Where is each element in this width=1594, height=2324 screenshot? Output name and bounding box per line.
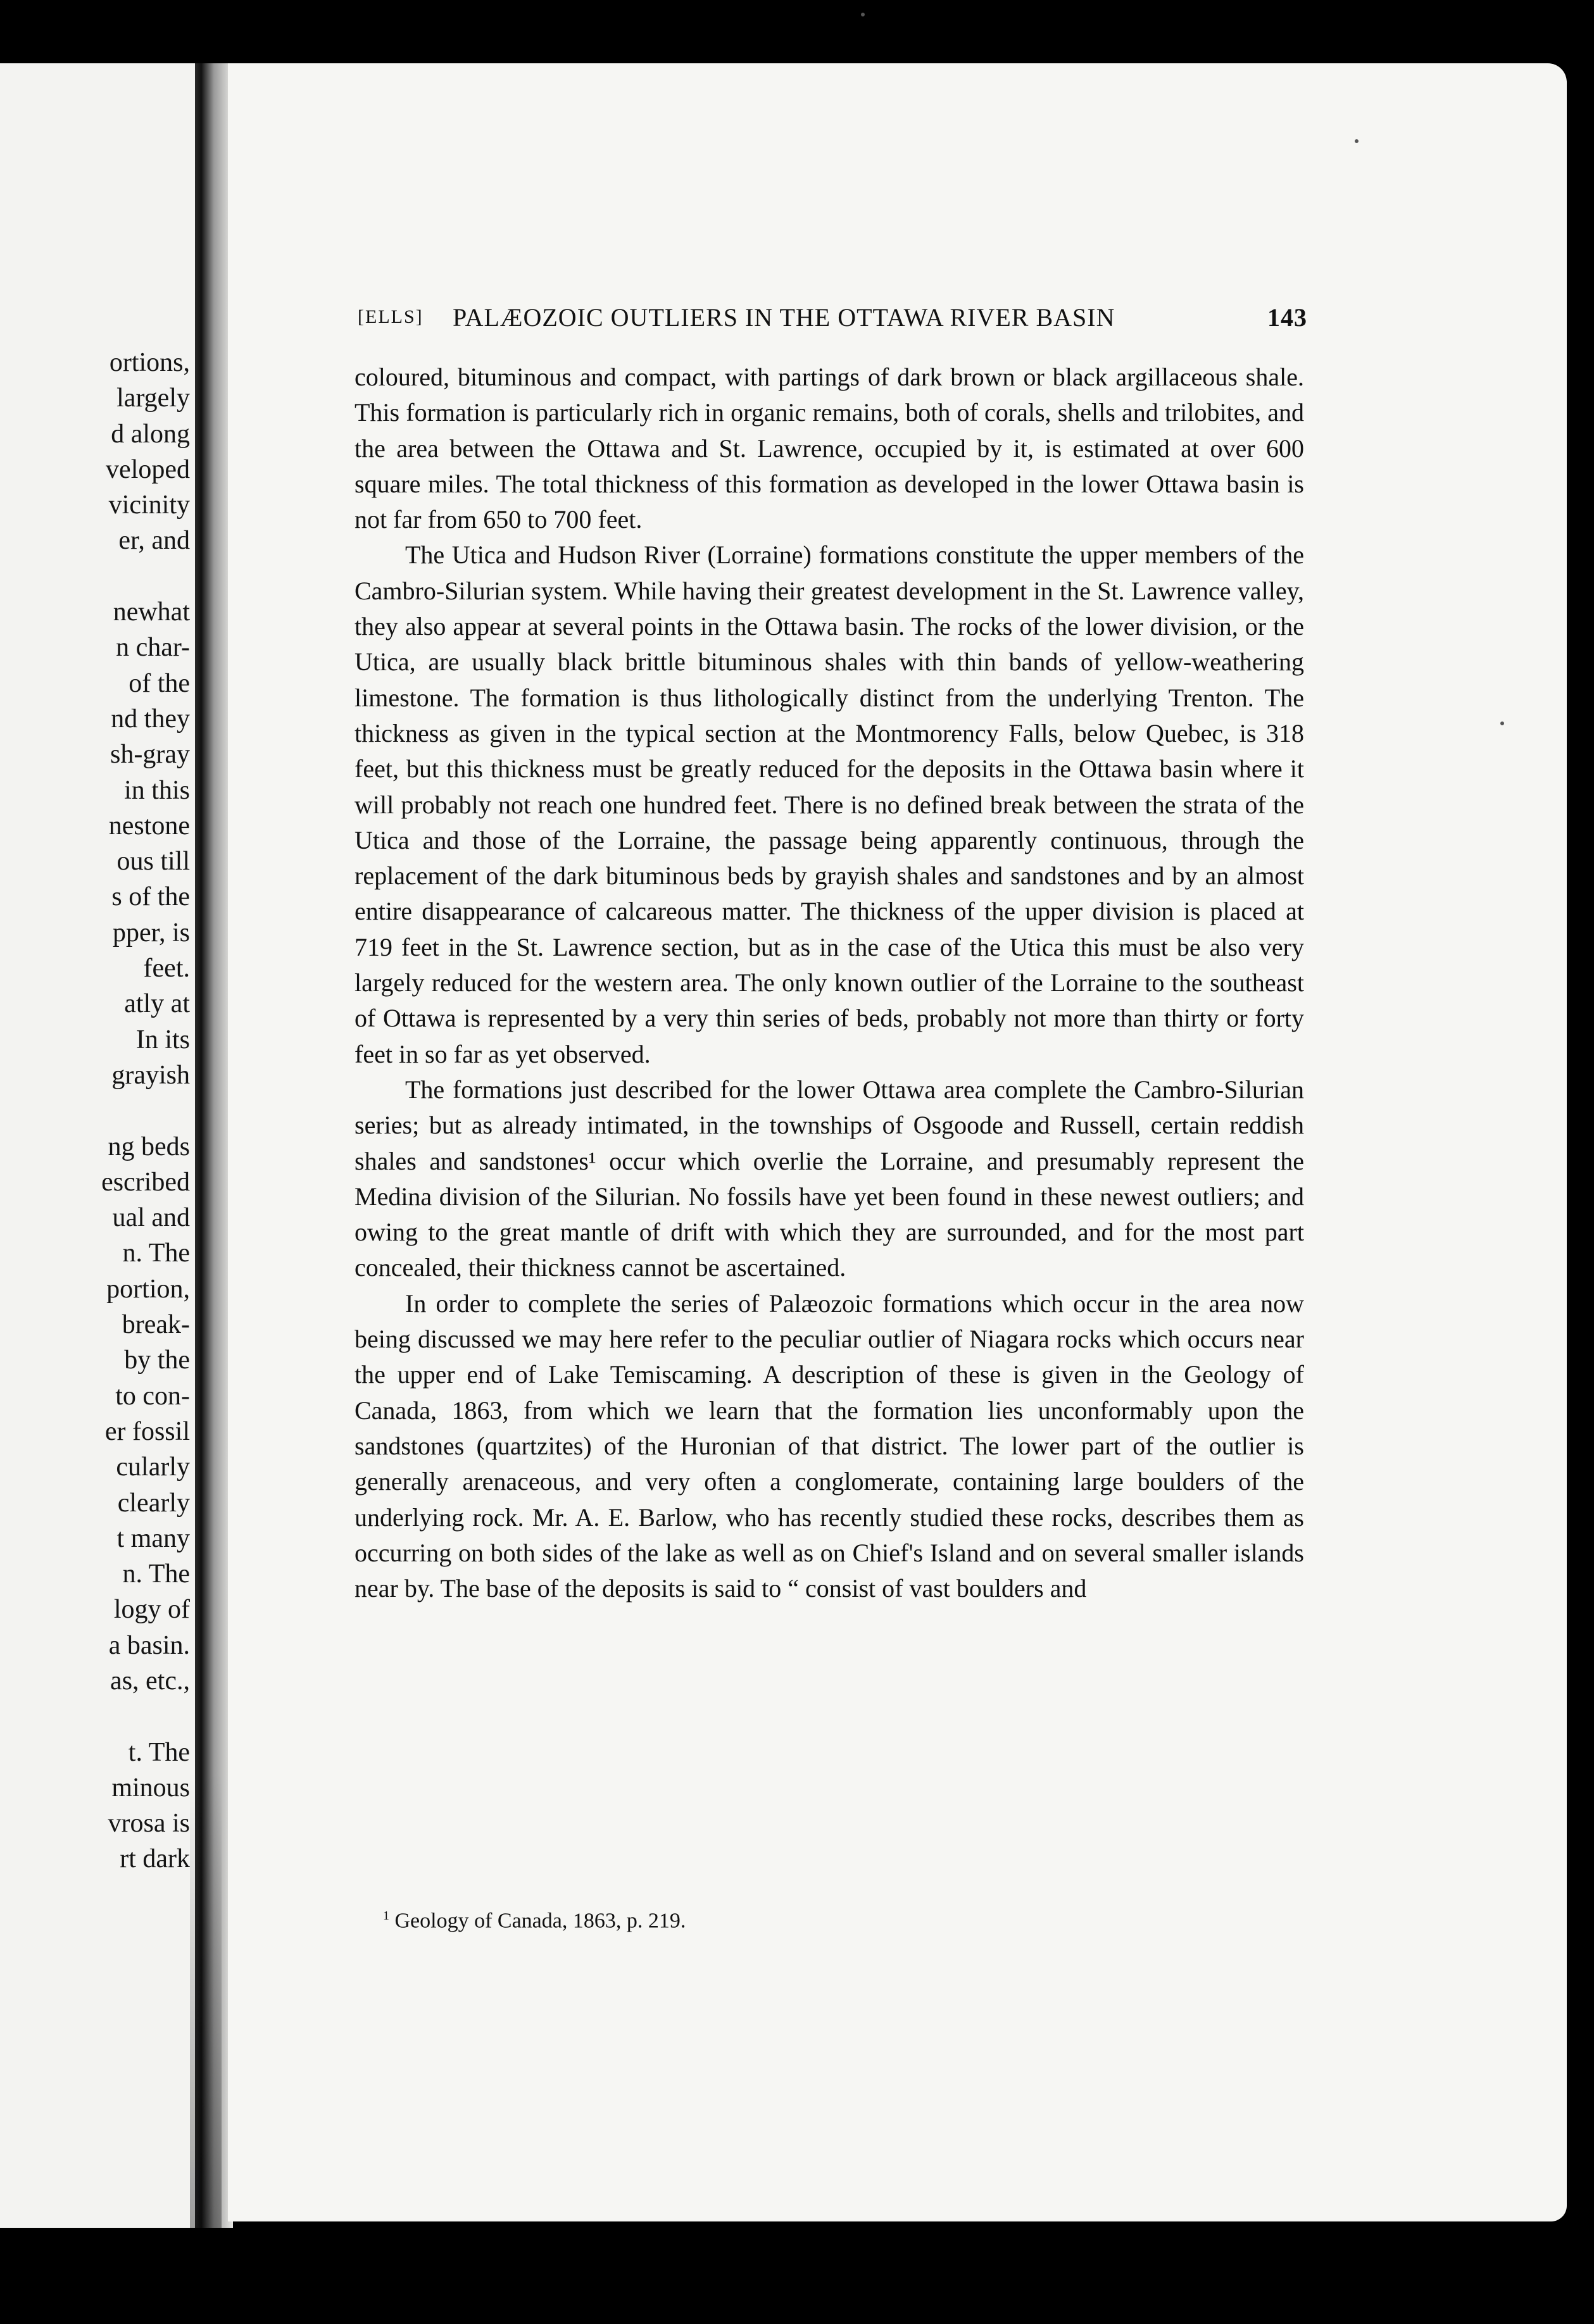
facing-page-line: ortions, xyxy=(109,348,190,377)
facing-page-line: of the xyxy=(129,668,190,698)
facing-page-line: to con- xyxy=(115,1381,190,1411)
facing-page xyxy=(0,63,201,2228)
facing-page-line: er fossil xyxy=(104,1416,190,1446)
facing-page-line: escribed xyxy=(101,1167,190,1197)
facing-page-line: clearly xyxy=(117,1488,190,1518)
paragraph: The formations just described for the lower Ottawa area complete the Cambro-Silurian series; but as already intimated, in the townships of Osgoode and Russell, certain reddish shales and sandstones¹ occur which overlie the Lorraine, and presumably represent the Medina division of the Silurian. No fossils have yet been found in these newest outliers; and owing to the great mantle of drift with which they are surrounded, and for the most part concealed, their thickness cannot be ascertained. xyxy=(355,1075,1304,1282)
speck xyxy=(1500,722,1504,725)
facing-page-line: n. The xyxy=(122,1559,190,1589)
facing-page-line xyxy=(0,1093,190,1128)
facing-page-line: vrosa is xyxy=(108,1809,190,1839)
facing-page-line: a basin. xyxy=(108,1630,190,1660)
facing-page-line: newhat xyxy=(113,597,190,627)
speck xyxy=(861,13,865,16)
facing-page-line: logy of xyxy=(113,1595,190,1625)
facing-page-text xyxy=(0,345,190,1877)
footnote-text: Geology of Canada, 1863, p. 219. xyxy=(394,1909,686,1933)
spine-shadow xyxy=(190,1772,222,2228)
facing-page-line: in this xyxy=(124,775,190,805)
facing-page-line: feet. xyxy=(143,954,190,984)
facing-page-line: n char- xyxy=(116,633,190,663)
facing-page-line: rt dark xyxy=(120,1844,190,1874)
footnote xyxy=(383,1900,686,1937)
running-title: PALÆOZOIC OUTLIERS IN THE OTTAWA RIVER BASIN xyxy=(453,303,1115,332)
facing-page-line: er, and xyxy=(118,526,190,556)
facing-page-line xyxy=(0,1699,190,1734)
facing-page-line: cularly xyxy=(116,1452,190,1482)
paragraph: In order to complete the series of Palæozoic formations which occur in the area now being discussed we may here refer to the peculiar outlier of Niagara rocks which occurs near the upper end of Lake Temiscaming. A description of these is given in the Geology of Canada, 1863, from which we learn that the formation lies unconformably upon the sandstones (quartzites) of the Huronian of that district. The lower part of the outlier is generally arenaceous, and very often a conglomerate, containing large boulders of the underlying rock. Mr. A. E. Barlow, who has recently studied these rocks, describes them as occurring on both sides of the lake as well as on Chief's Island and on several smaller islands near by. The base of the deposits is said to “ consist of vast boulders and xyxy=(355,1289,1304,1603)
facing-page-line: s of the xyxy=(111,882,190,912)
facing-page-line: In its xyxy=(135,1025,190,1054)
facing-page-line: atly at xyxy=(124,989,190,1019)
facing-page-line: largely xyxy=(116,384,190,413)
facing-page-line: veloped xyxy=(106,454,190,484)
facing-page-line: ual and xyxy=(112,1203,190,1233)
facing-page-line: ng beds xyxy=(108,1132,190,1161)
facing-page-line xyxy=(0,559,190,594)
running-header xyxy=(358,303,1307,340)
facing-page-line: vicinity xyxy=(108,490,190,520)
author-tag: [ELLS] xyxy=(358,306,424,327)
facing-page-line: d along xyxy=(111,419,190,449)
facing-page-line: break- xyxy=(122,1310,190,1340)
footnote-marker: 1 xyxy=(383,1909,389,1923)
facing-page-line: nestone xyxy=(108,811,190,840)
body-text xyxy=(355,359,1304,1606)
page-number: 143 xyxy=(1267,303,1307,332)
facing-page-line: ous till xyxy=(116,847,190,877)
facing-page-line: as, etc., xyxy=(110,1666,190,1696)
facing-page-line: minous xyxy=(111,1773,190,1802)
facing-page-line: portion, xyxy=(106,1274,190,1304)
facing-page-line: grayish xyxy=(111,1060,190,1090)
facing-page-line: t many xyxy=(116,1523,190,1553)
speck xyxy=(1355,139,1359,143)
facing-page-line: n. The xyxy=(122,1239,190,1268)
paragraph: The Utica and Hudson River (Lorraine) formations constitute the upper members of the Cambro-Silurian system. While having their greatest development in the St. Lawrence valley, they also appear at several points in the Ottawa basin. The rocks of the lower division, or the Utica, are usually black brittle bituminous shales with thin bands of yellow-weathering limestone. The formation is thus lithologically distinct from the underlying Trenton. The thickness as given in the typical section at the Montmorency Falls, below Quebec, is 318 feet, but this thickness must be greatly reduced for the deposits in the Ottawa basin where it will probably not reach one hundred feet. There is no defined break between the strata of the Utica and those of the Lorraine, the passage being apparently continuous, through the replacement of the dark bituminous beds by grayish shales and sandstones and by an almost entire disappearance of calcareous matter. The thickness of the upper division is placed at 719 feet in the St. Lawrence section, but as in the case of the Utica this must be also very largely reduced for the western area. The only known outlier of the Lorraine to the southeast of Ottawa is represented by a very thin series of beds, probably not more than thirty or forty feet in so far as yet observed. xyxy=(355,540,1304,1068)
facing-page-line: nd they xyxy=(111,704,190,734)
facing-page-line: pper, is xyxy=(113,918,190,947)
facing-page-line: by the xyxy=(124,1346,190,1375)
facing-page-line: t. The xyxy=(128,1737,190,1767)
paragraph: coloured, bituminous and compact, with partings of dark brown or black argillaceous shale. This formation is particularly rich in organic remains, both of corals, shells and trilobites, and the area between the Ottawa and St. Lawrence, occupied by it, is estimated at over 600 square miles. The total thickness of this formation as developed in the lower Ottawa basin is not far from 650 to 700 feet. xyxy=(355,363,1304,534)
facing-page-line: sh-gray xyxy=(110,740,190,770)
